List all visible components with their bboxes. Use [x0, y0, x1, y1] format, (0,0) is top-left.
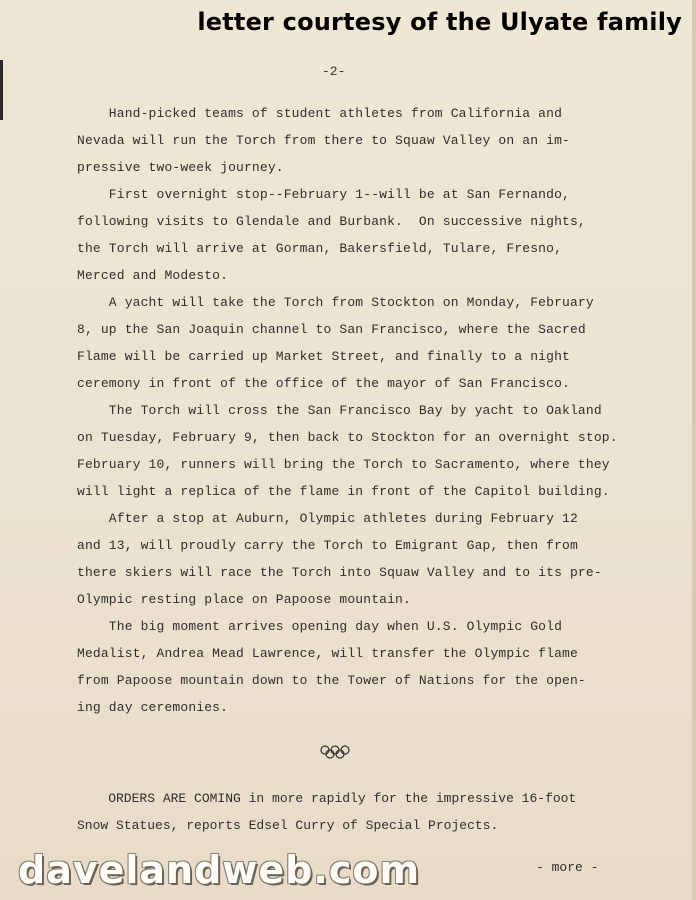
- letter-body: [77, 100, 667, 721]
- text-line: following visits to Glendale and Burbank. On successive nights,: [77, 214, 586, 229]
- text-line: 8, up the San Joaquin channel to San Francisco, where the Sacred: [77, 322, 586, 337]
- page-edge-shadow: [692, 0, 696, 900]
- text-line: A yacht will take the Torch from Stockton on Monday, February: [77, 295, 594, 310]
- olympic-rings-icon: [320, 745, 350, 759]
- site-watermark: davelandweb.com: [18, 848, 421, 892]
- text-line: Flame will be carried up Market Street, and finally to a night: [77, 349, 570, 364]
- credit-caption: letter courtesy of the Ulyate family: [197, 8, 682, 36]
- text-line: February 10, runners will bring the Torch to Sacramento, where they: [77, 457, 610, 472]
- page-edge-mark: [0, 60, 3, 120]
- text-line: Nevada will run the Torch from there to Squaw Valley on an im-: [77, 133, 570, 148]
- text-line: Medalist, Andrea Mead Lawrence, will transfer the Olympic flame: [77, 646, 578, 661]
- text-line: will light a replica of the flame in front of the Capitol building.: [77, 484, 610, 499]
- page-number: -2-: [322, 64, 346, 79]
- more-marker: - more -: [536, 860, 599, 875]
- text-line: Snow Statues, reports Edsel Curry of Special Projects.: [77, 818, 499, 833]
- text-line: from Papoose mountain down to the Tower of Nations for the open-: [77, 673, 586, 688]
- text-line: The big moment arrives opening day when U.S. Olympic Gold: [77, 619, 563, 634]
- text-line: Merced and Modesto.: [77, 268, 229, 283]
- text-line: After a stop at Auburn, Olympic athletes during February 12: [77, 511, 578, 526]
- text-line: Olympic resting place on Papoose mountain.: [77, 592, 411, 607]
- text-line: and 13, will proudly carry the Torch to Emigrant Gap, then from: [77, 538, 578, 553]
- text-line: pressive two-week journey.: [77, 160, 284, 175]
- text-line: the Torch will arrive at Gorman, Bakersfield, Tulare, Fresno,: [77, 241, 563, 256]
- text-line: Hand-picked teams of student athletes from California and: [77, 106, 563, 121]
- text-line: ORDERS ARE COMING in more rapidly for the impressive 16-foot: [77, 791, 577, 806]
- text-line: ing day ceremonies.: [77, 700, 229, 715]
- text-line: First overnight stop--February 1--will be at San Fernando,: [77, 187, 570, 202]
- text-line: The Torch will cross the San Francisco Bay by yacht to Oakland: [77, 403, 602, 418]
- text-line: on Tuesday, February 9, then back to Stockton for an overnight stop.: [77, 430, 618, 445]
- text-line: there skiers will race the Torch into Squaw Valley and to its pre-: [77, 565, 602, 580]
- orders-paragraph: [77, 785, 667, 839]
- text-line: ceremony in front of the office of the mayor of San Francisco.: [77, 376, 570, 391]
